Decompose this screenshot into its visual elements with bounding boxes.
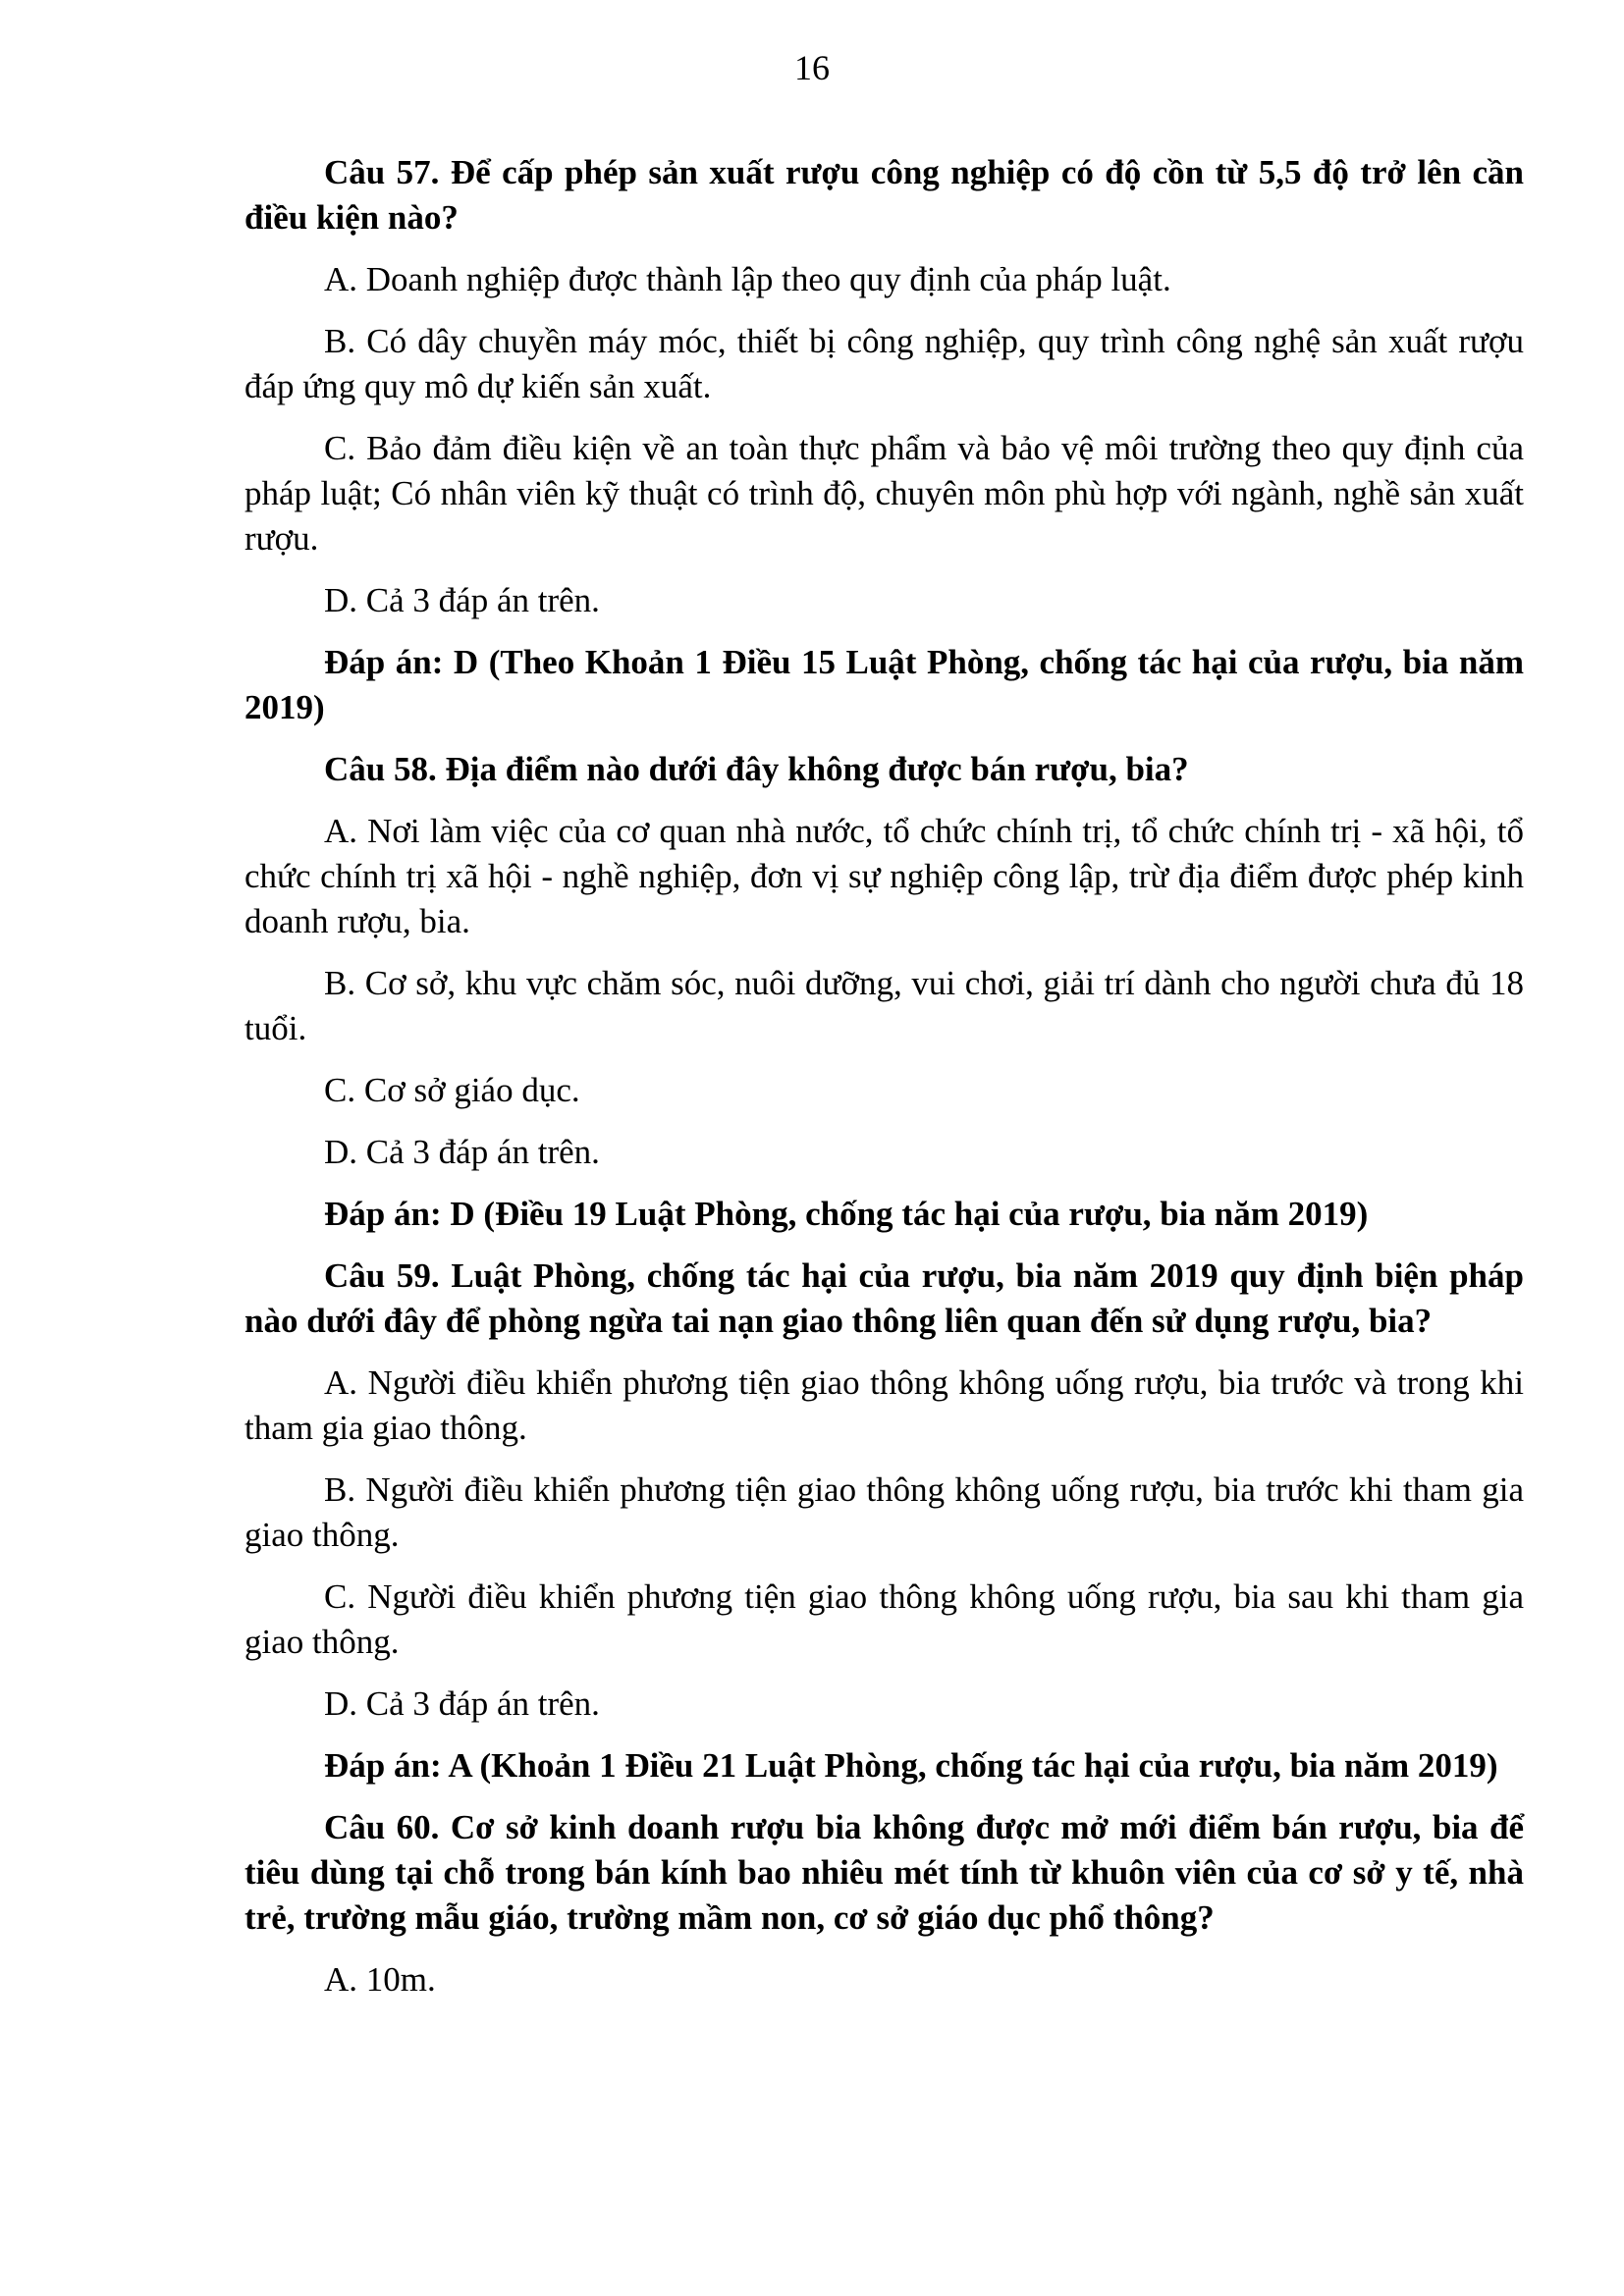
q57-option-a: A. Doanh nghiệp được thành lập theo quy định của pháp luật. (324, 260, 1171, 298)
page-number: 16 (794, 48, 830, 87)
q60-option-a: A. 10m. (324, 1960, 436, 1999)
question-59: Câu 59. Luật Phòng, chống tác hại của rượu, bia năm 2019 quy định biện pháp nào dưới đây để phòng ngừa tai nạn giao thông liên quan đến sử dụng rượu, bia? (244, 1256, 1524, 1340)
q58-option-c: C. Cơ sở giáo dục. (324, 1071, 580, 1109)
q58-option-a: A. Nơi làm việc của cơ quan nhà nước, tổ chức chính trị, tổ chức chính trị - xã hội, tổ chức chính trị xã hội - nghề nghiệp, đơn vị sự nghiệp công lập, trừ địa điểm được phép kinh doanh rượu, bia. (244, 812, 1524, 940)
question-57: Câu 57. Để cấp phép sản xuất rượu công nghiệp có độ cồn từ 5,5 độ trở lên cần điều kiện nào? (244, 153, 1524, 237)
q59-option-a: A. Người điều khiển phương tiện giao thông không uống rượu, bia trước và trong khi tham gia giao thông. (244, 1363, 1524, 1447)
q58-option-b: B. Cơ sở, khu vực chăm sóc, nuôi dưỡng, vui chơi, giải trí dành cho người chưa đủ 18 tuổi. (244, 964, 1524, 1047)
q57-option-c: C. Bảo đảm điều kiện về an toàn thực phẩm và bảo vệ môi trường theo quy định của pháp luật; Có nhân viên kỹ thuật có trình độ, chuyên môn phù hợp với ngành, nghề sản xuất rượu. (244, 429, 1524, 558)
question-58: Câu 58. Địa điểm nào dưới đây không được bán rượu, bia? (324, 750, 1189, 788)
document-body (244, 150, 1524, 2019)
q57-option-d: D. Cả 3 đáp án trên. (324, 581, 600, 619)
q58-option-d: D. Cả 3 đáp án trên. (324, 1133, 600, 1171)
q58-answer: Đáp án: D (Điều 19 Luật Phòng, chống tác hại của rượu, bia năm 2019) (324, 1195, 1369, 1233)
q59-option-b: B. Người điều khiển phương tiện giao thông không uống rượu, bia trước khi tham gia giao thông. (244, 1470, 1524, 1554)
q57-answer: Đáp án: D (Theo Khoản 1 Điều 15 Luật Phòng, chống tác hại của rượu, bia năm 2019) (244, 643, 1524, 726)
question-60: Câu 60. Cơ sở kinh doanh rượu bia không được mở mới điểm bán rượu, bia để tiêu dùng tại chỗ trong bán kính bao nhiêu mét tính từ khuôn viên của cơ sở y tế, nhà trẻ, trường mẫu giáo, trường mầm non, cơ sở giáo dục phổ thông? (244, 1808, 1524, 1937)
q59-option-c: C. Người điều khiển phương tiện giao thông không uống rượu, bia sau khi tham gia giao thông. (244, 1577, 1524, 1661)
q59-option-d: D. Cả 3 đáp án trên. (324, 1684, 600, 1723)
q57-option-b: B. Có dây chuyền máy móc, thiết bị công nghiệp, quy trình công nghệ sản xuất rượu đáp ứng quy mô dự kiến sản xuất. (244, 322, 1524, 405)
q59-answer: Đáp án: A (Khoản 1 Điều 21 Luật Phòng, chống tác hại của rượu, bia năm 2019) (324, 1746, 1498, 1785)
